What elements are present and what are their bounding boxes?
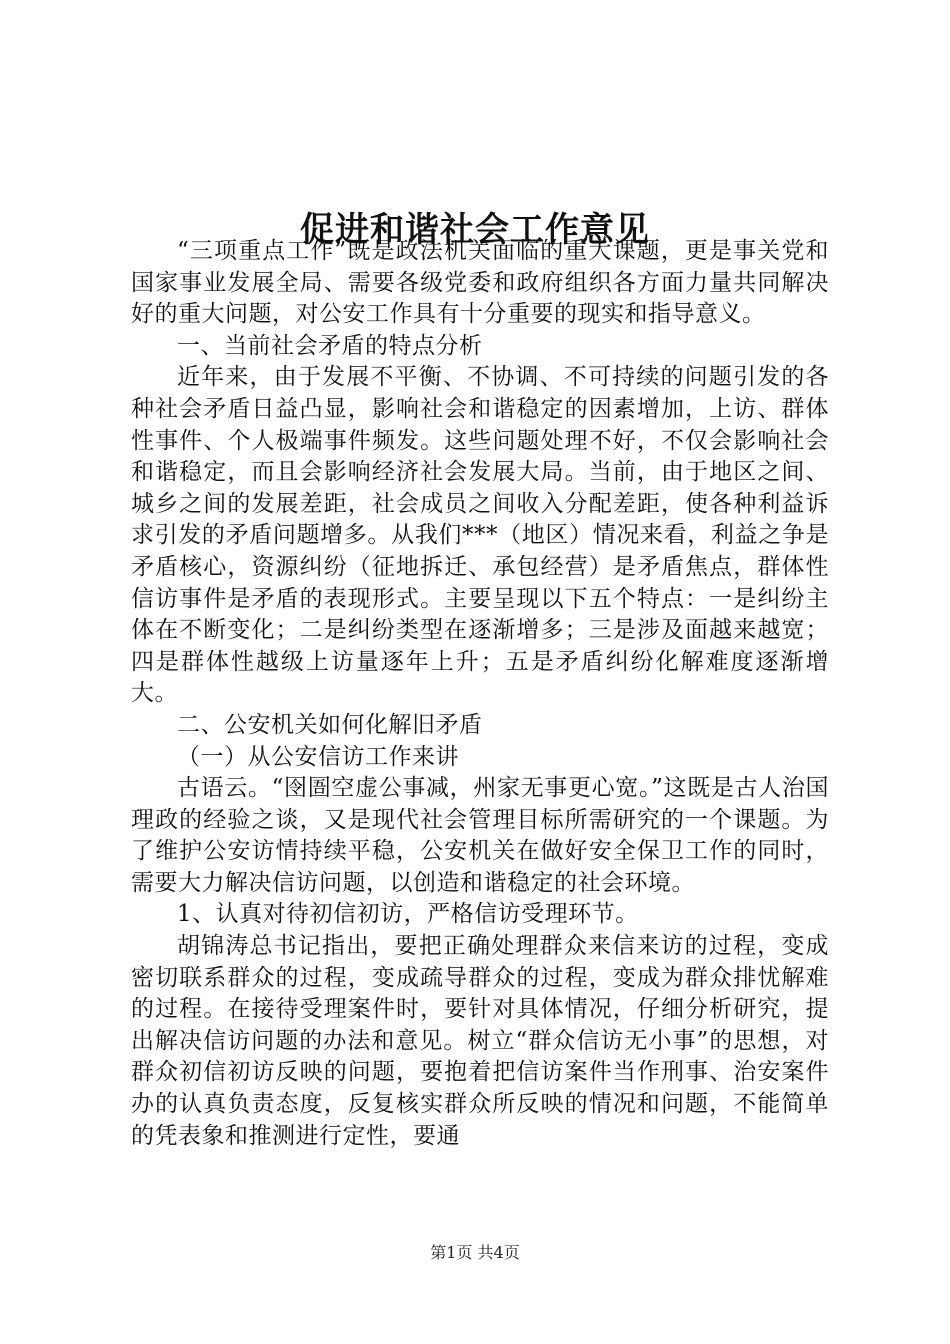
section-heading-2: 二、公安机关如何化解旧矛盾	[177, 711, 483, 738]
paragraph-contradiction-analysis: 近年来，由于发展不平衡、不协调、不可持续的问题引发的各种社会矛盾日益凸显，影响社会和谐稳定的因素增加，上访、群体性事件、个人极端事件频发。这些问题处理不好，不仅会影响社会和谐稳定，而且会影响经济社会发展大局。当前，由于地区之间、城乡之间的发展差距，社会成员之间收入分配差距，使各种利益诉求引发的矛盾问题增多。从我们***（地区）情况来看，利益之争是矛盾核心，资源纠纷（征地拆迁、承包经营）是矛盾焦点，群体性信访事件是矛盾的表现形式。主要呈现以下五个特点：一是纠纷主体在不断变化；二是纠纷类型在逐渐增多；三是涉及面越来越宽；四是群体性越级上访量逐年上升；五是矛盾纠纷化解难度逐渐增大。	[131, 364, 829, 707]
section-heading-1: 一、当前社会矛盾的特点分析	[177, 332, 483, 359]
intro-paragraph: “三项重点工作”既是政法机关面临的重大课题，更是事关党和国家事业发展全局、需要各级党委和政府组织各方面力量共同解决好的重大问题，对公安工作具有十分重要的现实和指导意义。	[131, 238, 829, 328]
page-footer: 第1页 共4页	[430, 1243, 520, 1262]
paragraph-petition-handling: 胡锦涛总书记指出，要把正确处理群众来信来访的过程，变成密切联系群众的过程，变成疏导群众的过程，变成为群众排忧解难的过程。在接待受理案件时，要针对具体情况，仔细分析研究，提出解决信访问题的办法和意见。树立“群众信访无小事”的思想，对群众初信初访反映的问题，要抱着把信访案件当作刑事、治安案件办的认真负责态度，反复核实群众所反映的情况和问题，不能简单的凭表象和推测进行定性，要通	[131, 933, 829, 1149]
document-body	[131, 236, 829, 1152]
item-heading-1: 1、认真对待初信初访，严格信访受理环节。	[177, 901, 639, 928]
subsection-heading-1: （一）从公安信访工作来讲	[177, 743, 459, 770]
paragraph-ancient-saying: 古语云。“囹圄空虚公事减，州家无事更心宽。”这既是古人治国理政的经验之谈，又是现代社会管理目标所需研究的一个课题。为了维护公安访情持续平稳，公安机关在做好安全保卫工作的同时，需要大力解决信访问题，以创造和谐稳定的社会环境。	[131, 775, 829, 896]
document-title: 促进和谐社会工作意见	[300, 209, 650, 250]
